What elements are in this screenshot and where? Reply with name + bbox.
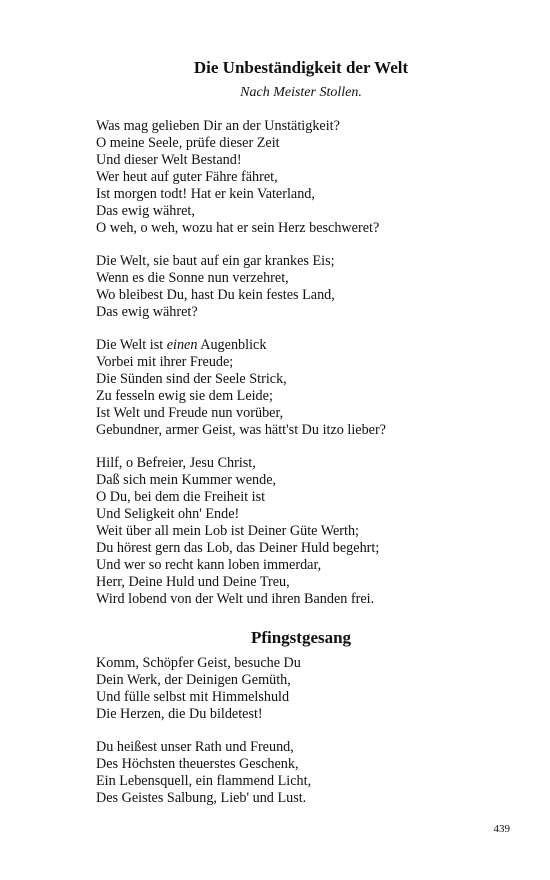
verse-line-end: Augenblick [197,337,267,353]
verse-line: Gebundner, armer Geist, was hätt'st Du itzo lieber? [96,422,386,438]
stanza [96,118,516,237]
stanza [96,739,516,807]
verse-line: O Du, bei dem die Freiheit ist [96,489,266,505]
verse-line: Was mag gelieben Dir an der Unstätigkeit? [96,118,340,134]
verse-line: Die Welt, sie baut auf ein gar krankes Eis; [96,253,335,269]
verse-line: O meine Seele, prüfe dieser Zeit [96,135,280,151]
verse-line: Und Seligkeit ohn' Ende! [96,506,240,522]
verse-line: Wo bleibest Du, hast Du kein festes Land, [96,287,335,303]
verse-line: Wer heut auf guter Fähre fähret, [96,169,278,185]
verse-line: Des Geistes Salbung, Lieb' und Lust. [96,790,307,806]
verse-line: Weit über all mein Lob ist Deiner Güte Werth; [96,523,359,539]
verse-line: O weh, o weh, wozu hat er sein Herz beschweret? [96,220,380,236]
poem-subtitle: Nach Meister Stollen. [240,85,362,100]
verse-line: Du heißest unser Rath und Freund, [96,739,294,755]
verse-line: Das ewig währet? [96,304,198,320]
verse-line: Die Herzen, die Du bildetest! [96,706,263,722]
verse-line: Vorbei mit ihrer Freude; [96,354,234,370]
verse-line: Dein Werk, der Deinigen Gemüth, [96,672,291,688]
verse-line: Und dieser Welt Bestand! [96,152,242,168]
verse-line: Daß sich mein Kummer wende, [96,472,277,488]
verse-line: Du hörest gern das Lob, das Deiner Huld begehrt; [96,540,380,556]
stanza [96,253,516,321]
stanza [96,455,516,608]
stanza [96,337,516,439]
verse-line [96,337,516,354]
verse-line: Herr, Deine Huld und Deine Treu, [96,574,290,590]
verse-line: Die Sünden sind der Seele Strick, [96,371,287,387]
poem-title: Die Unbeständigkeit der Welt [193,58,409,77]
verse-line: Komm, Schöpfer Geist, besuche Du [96,655,301,671]
verse-line: Wenn es die Sonne nun verzehret, [96,270,289,286]
verse-line: Hilf, o Befreier, Jesu Christ, [96,455,256,471]
poem-body [96,118,516,624]
page-number: 439 [493,823,510,835]
verse-line: Wird lobend von der Welt und ihren Banden frei. [96,591,375,607]
verse-line: Und fülle selbst mit Himmelshuld [96,689,290,705]
verse-line: Das ewig währet, [96,203,195,219]
poem-title: Pfingstgesang [250,628,352,647]
verse-line: Und wer so recht kann loben immerdar, [96,557,322,573]
verse-line: Zu fesseln ewig sie dem Leide; [96,388,273,404]
poem-body [96,655,516,823]
verse-line: Ist morgen todt! Hat er kein Vaterland, [96,186,315,202]
verse-line-start: Die Welt ist [96,337,167,353]
verse-line: Ist Welt und Freude nun vorüber, [96,405,284,421]
verse-line: Des Höchsten theuerstes Geschenk, [96,756,299,772]
stanza [96,655,516,723]
emphasized-word: einen [166,337,198,353]
verse-line: Ein Lebensquell, ein flammend Licht, [96,773,312,789]
